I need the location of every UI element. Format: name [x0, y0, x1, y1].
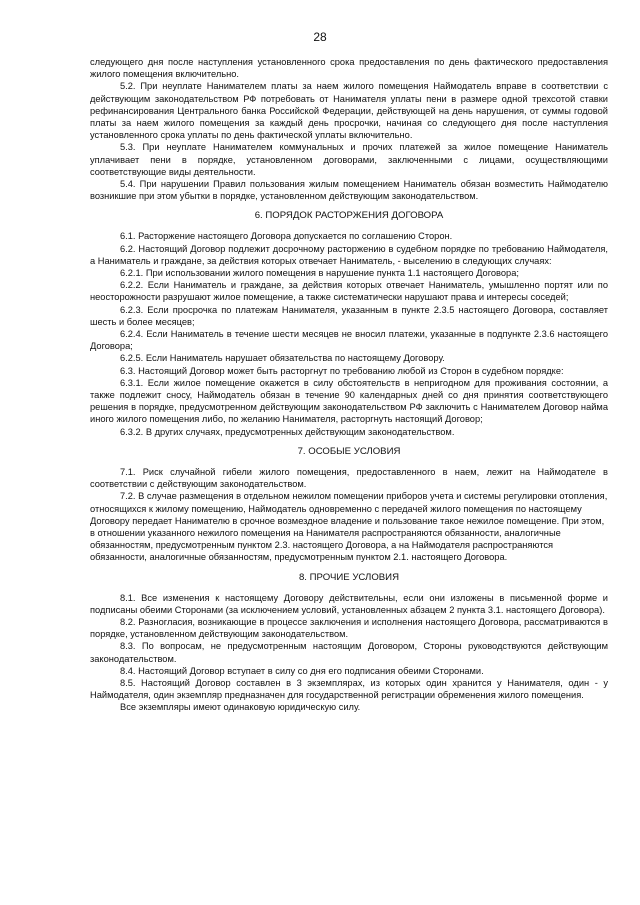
paragraph-8-2: 8.2. Разногласия, возникающие в процессе заключения и исполнения настоящего Договора, рассматриваются в порядке, установленном действующим законодательством.	[90, 616, 608, 640]
paragraph-6-2-4: 6.2.4. Если Наниматель в течение шести месяцев не вносил платежи, указанные в подпункте 2.3.6 настоящего Договора;	[90, 329, 608, 352]
paragraph-6-2: 6.2. Настоящий Договор подлежит досрочному расторжению в судебном порядке по требованию Наймодателя, а Наниматель и граждане, за действия которых отвечает Наниматель, - выселению в следующих случаях:	[90, 243, 608, 266]
paragraph-8-5: 8.5. Настоящий Договор составлен в 3 экземплярах, из которых один хранится у Нанимателя, один - у Наймодателя, один экземпляр предназначен для государственной регистрации обременения жилого помещения.	[90, 677, 608, 701]
paragraph-7-1: 7.1. Риск случайной гибели жилого помещения, предоставленного в наем, лежит на Наймодателе в соответствии с действующим законодательством.	[90, 466, 608, 490]
paragraph-5-4: 5.4. При нарушении Правил пользования жилым помещением Наниматель обязан возместить Наймодателю возникшие при этом убытки в порядке, установленном действующим законодательством.	[90, 179, 608, 202]
paragraph-6-2-3: 6.2.3. Если просрочка по платежам Нанимателя, указанным в пункте 2.3.5 настоящего Договора, составляет шесть и более месяцев;	[90, 304, 608, 327]
paragraph-6-1: 6.1. Расторжение настоящего Договора допускается по соглашению Сторон.	[120, 231, 453, 242]
paragraph-8-4: 8.4. Настоящий Договор вступает в силу со дня его подписания обеими Сторонами.	[120, 665, 484, 676]
section-6-heading: 6. ПОРЯДОК РАСТОРЖЕНИЯ ДОГОВОРА	[254, 210, 444, 222]
paragraph-6-2-5: 6.2.5. Если Наниматель нарушает обязательства по настоящему Договору.	[120, 353, 445, 364]
paragraph-5-3: 5.3. При неуплате Нанимателем коммунальных и прочих платежей за жилое помещение Наниматель уплачивает пени в порядке, установленном договорами, заключенными с лицами, осуществляющими соответствующие виды деятельности.	[90, 142, 608, 177]
paragraph-6-2-1: 6.2.1. При использовании жилого помещения в нарушение пункта 1.1 настоящего Договора;	[120, 268, 519, 279]
paragraph-6-3-2: 6.3.2. В других случаях, предусмотренных действующим законодательством.	[120, 426, 455, 437]
paragraph-8-5-closing: Все экземпляры имеют одинаковую юридическую силу.	[120, 702, 361, 713]
paragraph-5-1-continued: следующего дня после наступления установленного срока предоставления по день фактического предоставления жилого помещения включительно.	[90, 57, 608, 80]
paragraph-8-1: 8.1. Все изменения к настоящему Договору действительны, если они изложены в письменной форме и подписаны обеими Сторонами (за исключением условий, установленных абзацем 2 пункта 3.1. настоящего Договора).	[90, 592, 608, 615]
section-8-heading: 8. ПРОЧИЕ УСЛОВИЯ	[298, 571, 400, 583]
section-7-heading: 7. ОСОБЫЕ УСЛОВИЯ	[297, 445, 401, 457]
paragraph-6-3: 6.3. Настоящий Договор может быть расторгнут по требованию любой из Сторон в судебном порядке:	[120, 365, 564, 376]
paragraph-5-2: 5.2. При неуплате Нанимателем платы за наем жилого помещения Наймодатель вправе в соответствии с действующим законодательством РФ потребовать от Нанимателя уплаты пени в размере одной трехсотой ставки рефинансирования Центрального банка Российской Федерации, действующей на день нарушения, от суммы годовой платы за наем жилого помещения за каждый день просрочки, начиная со следующего дня после наступления установленного срока уплаты по день фактической уплаты включительно.	[90, 81, 608, 141]
document-body	[90, 56, 608, 714]
paragraph-7-2: 7.2. В случае размещения в отдельном нежилом помещении приборов учета и системы регулировки отопления, относящихся к жилому помещению, Наймодатель одновременно с передачей жилого помещения по настоящему Договору передает Нанимателю в срочное возмездное владение и пользование такое нежилое помещение. При этом, в отношении указанного нежилого помещения на Нанимателя распространяются обязанности, аналогичные обязанностям, предусмотренным пунктом 2.3. настоящего Договора, а на Наймодателя распространяются обязанности, аналогичные обязанностям, предусмотренным пунктом 2.1. настоящего Договора.	[90, 491, 608, 563]
paragraph-8-3: 8.3. По вопросам, не предусмотренным настоящим Договором, Стороны руководствуются действующим законодательством.	[90, 641, 608, 664]
page-number: 28	[313, 30, 327, 44]
paragraph-6-2-2: 6.2.2. Если Наниматель и граждане, за действия которых отвечает Наниматель, умышленно портят или по неосторожности разрушают жилое помещение, а также систематически нарушают права и интересы соседей;	[90, 280, 608, 303]
paragraph-6-3-1: 6.3.1. Если жилое помещение окажется в силу обстоятельств в непригодном для проживания состоянии, а также подлежит сносу, Наймодатель обязан в течение 90 календарных дней со дня принятия соответствующего решения в порядке, предусмотренном действующим законодательством РФ заключить с Нанимателем Договор найма иного жилого помещения либо, по желанию Нанимателя, расторгнуть настоящий Договор;	[90, 377, 608, 425]
